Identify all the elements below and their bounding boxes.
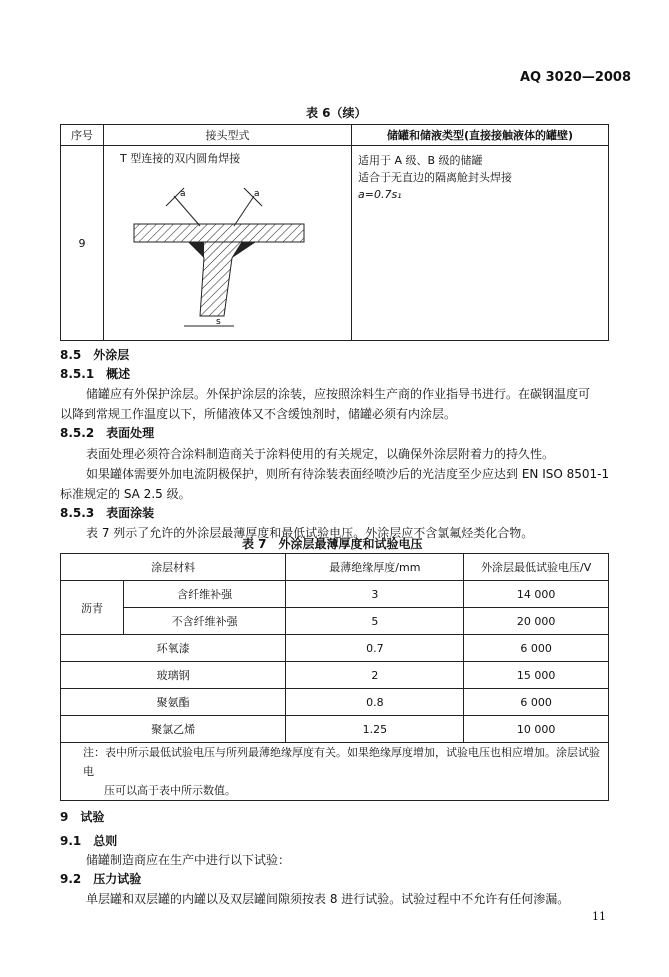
table6 <box>60 124 609 341</box>
type-line-1: 适用于 A 级、B 级的储罐 <box>358 154 483 167</box>
table6-title: 表 6（续） <box>306 106 367 120</box>
th-material: 涂层材料 <box>61 554 286 581</box>
cell-material: 含纤维补强 <box>124 581 286 608</box>
heading-8-5-1: 8.5.1 概述 <box>60 367 131 381</box>
cell-thickness: 3 <box>286 581 464 608</box>
cell-material: 环氧漆 <box>61 635 286 662</box>
cell-thickness: 0.8 <box>286 689 464 716</box>
table7-title: 表 7 外涂层最薄厚度和试验电压 <box>242 537 423 551</box>
heading-8-5-2: 8.5.2 表面处理 <box>60 426 155 440</box>
standard-code: AQ 3020—2008 <box>520 70 632 85</box>
table-row <box>61 635 609 662</box>
cell-voltage: 6 000 <box>464 635 609 662</box>
cell-thickness: 1.25 <box>286 716 464 743</box>
label-s: s <box>216 317 221 327</box>
table-row <box>61 716 609 743</box>
table-row <box>61 608 609 635</box>
table7-note-line-2: 压可以高于表中所示数值。 <box>104 784 236 797</box>
heading-8-5-3: 8.5.3 表面涂装 <box>60 506 155 520</box>
heading-9: 9 试验 <box>60 810 105 824</box>
label-a-right: a <box>254 189 260 199</box>
cell-voltage: 14 000 <box>464 581 609 608</box>
cell-material: 不含纤维补强 <box>124 608 286 635</box>
cell-thickness: 2 <box>286 662 464 689</box>
para-4: 表 7 列示了允许的外涂层最薄厚度和最低试验电压。外涂层应不含氯氟烃类化合物。 <box>86 526 534 540</box>
th-voltage: 外涂层最低试验电压/V <box>464 554 609 581</box>
cell-voltage: 6 000 <box>464 689 609 716</box>
page-number: 11 <box>592 910 606 923</box>
type-line-2: 适合于无直边的隔离舱封头焊接 <box>358 171 512 184</box>
para-1a: 储罐应有外保护涂层。外保护涂层的涂装，应按照涂料生产商的作业指导书进行。在碳钢温度可 <box>86 387 591 401</box>
table-row <box>61 689 609 716</box>
para-9-1: 储罐制造商应在生产中进行以下试验： <box>86 853 291 867</box>
cell-voltage: 15 000 <box>464 662 609 689</box>
heading-8-5: 8.5 外涂层 <box>60 348 130 362</box>
type-line-3: a=0.7s₁ <box>358 188 402 201</box>
table-row <box>61 581 609 608</box>
fillet-weld-drawing <box>104 166 351 336</box>
cell-material: 聚氯乙烯 <box>61 716 286 743</box>
para-2: 表面处理必须符合涂料制造商关于涂料使用的有关规定，以确保外涂层附着力的持久性。 <box>86 447 555 461</box>
th-type: 储罐和储液类型(直接接触液体的罐壁) <box>352 125 609 146</box>
th-joint: 接头型式 <box>104 125 352 146</box>
para-3a: 如果罐体需要外加电流阴极保护，则所有待涂装表面经喷沙后的光洁度至少应达到 EN ISO 8501-1 <box>86 467 610 481</box>
cell-thickness: 0.7 <box>286 635 464 662</box>
table7 <box>60 553 609 801</box>
para-9-2: 单层罐和双层罐的内罐以及双层罐间隙须按表 8 进行试验。试验过程中不允许有任何渗漏。 <box>86 892 570 906</box>
label-a-left: a <box>180 189 186 199</box>
cell-material: 聚氨酯 <box>61 689 286 716</box>
th-no: 序号 <box>61 125 104 146</box>
heading-9-2: 9.2 压力试验 <box>60 872 142 886</box>
cell-thickness: 5 <box>286 608 464 635</box>
joint-type: T 型连接的双内圆角焊接 <box>120 152 241 165</box>
cell-voltage: 20 000 <box>464 608 609 635</box>
cell-material: 玻璃钢 <box>61 662 286 689</box>
group-asphalt: 沥青 <box>61 581 124 635</box>
th-thickness: 最薄绝缘厚度/mm <box>286 554 464 581</box>
table-row <box>61 662 609 689</box>
cell-voltage: 10 000 <box>464 716 609 743</box>
row-no: 9 <box>61 146 104 341</box>
heading-9-1: 9.1 总则 <box>60 834 118 848</box>
para-1b: 以降到常规工作温度以下，所储液体又不含缓蚀剂时，储罐必须有内涂层。 <box>60 407 457 421</box>
table7-note-line-1: 注：表中所示最低试验电压与所列最薄绝缘厚度有关。如果绝缘厚度增加，试验电压也相应增加。涂层试验电 <box>83 746 600 778</box>
para-3b: 标准规定的 SA 2.5 级。 <box>60 487 191 501</box>
